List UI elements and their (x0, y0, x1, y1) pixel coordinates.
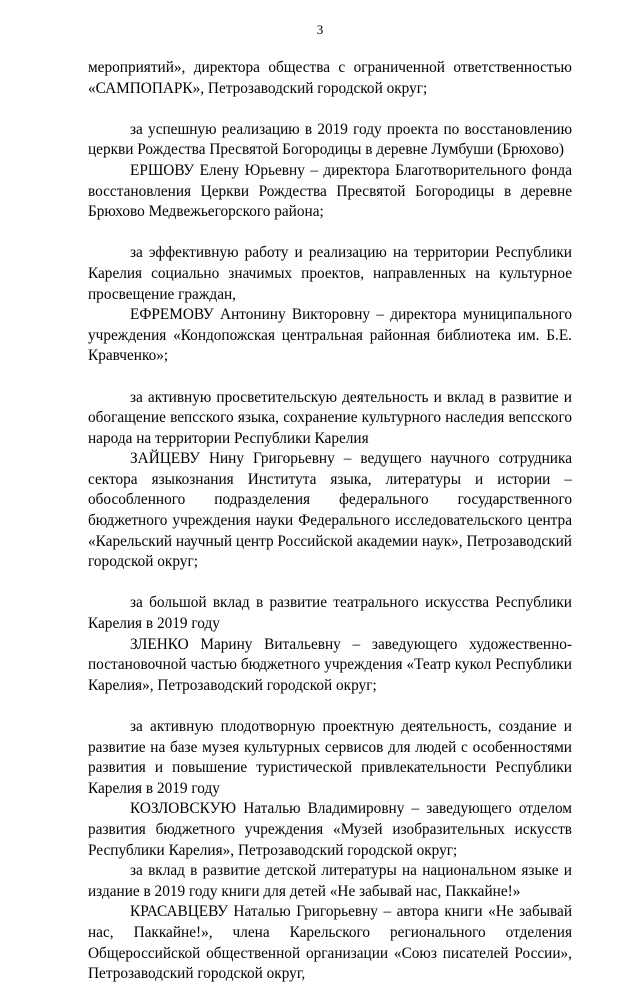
paragraph-13: КРАСАВЦЕВУ Наталью Григорьевну – автора книги «Не забывай нас, Паккайне!», члена Карельского регионального отделения Общероссийской общественной организации «Союз писателей России», Петрозаводский городской округ, (88, 903, 572, 983)
paragraph-1: мероприятий», директора общества с ограниченной ответственностью «САМПОПАРК», Петрозаводский городской округ; (88, 59, 572, 97)
paragraph-7: ЗАЙЦЕВУ Нину Григорьевну – ведущего научного сотрудника сектора языкознания Института языка, литературы и истории – обособленного подразделения федерального государственного бюджетного учреждения науки Федерального исследовательского центра «Карельский научный центр Российской академии наук», Петрозаводский городской округ; (88, 450, 572, 571)
paragraph-12: за вклад в развитие детской литературы на национальном языке и издание в 2019 году книги для детей «Не забывай нас, Паккайне!» (88, 862, 572, 900)
paragraph-gap (88, 696, 572, 717)
paragraph-10: за активную плодотворную проектную деятельность, создание и развитие на базе музея культурных сервисов для людей с особенностями развития и повышение туристической привлекательности Республики Карелия в 2019 году (88, 718, 572, 797)
paragraph-gap (88, 99, 572, 120)
paragraph-gap (88, 367, 572, 388)
paragraph-2: за успешную реализацию в 2019 году проекта по восстановлению церкви Рождества Пресвятой Богородицы в деревне Лумбуши (Брюхово) (88, 120, 572, 159)
paragraph-3: ЕРШОВУ Елену Юрьевну – директора Благотворительного фонда восстановления Церкви Рождества Пресвятой Богородицы в деревне Брюхово Медвежьегорского района; (88, 161, 572, 221)
paragraph-8: за большой вклад в развитие театрального искусства Республики Карелия в 2019 году (88, 594, 572, 633)
page-number: 3 (316, 22, 324, 37)
paragraph-5: ЕФРЕМОВУ Антонину Викторовну – директора муниципального учреждения «Кондопожская центральная районная библиотека им. Б.Е. Кравченко»; (88, 306, 572, 365)
paragraph-11: КОЗЛОВСКУЮ Наталью Владимировну – заведующего отделом развития бюджетного учреждения «Музей изобразительных искусств Республики Карелия», Петрозаводский городской округ; (88, 800, 572, 859)
paragraph-gap (88, 573, 572, 594)
paragraph-9: ЗЛЕНКО Марину Витальевну – заведующего художественно-постановочной частью бюджетного учреждения «Театр кукол Республики Карелия», Петрозаводский городской округ; (88, 635, 572, 694)
document-body (88, 58, 572, 985)
paragraph-6: за активную просветительскую деятельность и вклад в развитие и обогащение вепсского языка, сохранение культурного наследия вепсского народа на территории Республики Карелия (88, 388, 572, 447)
paragraph-4: за эффективную работу и реализацию на территории Республики Карелия социально значимых проектов, направленных на культурное просвещение граждан, (88, 244, 572, 303)
paragraph-gap (88, 223, 572, 244)
